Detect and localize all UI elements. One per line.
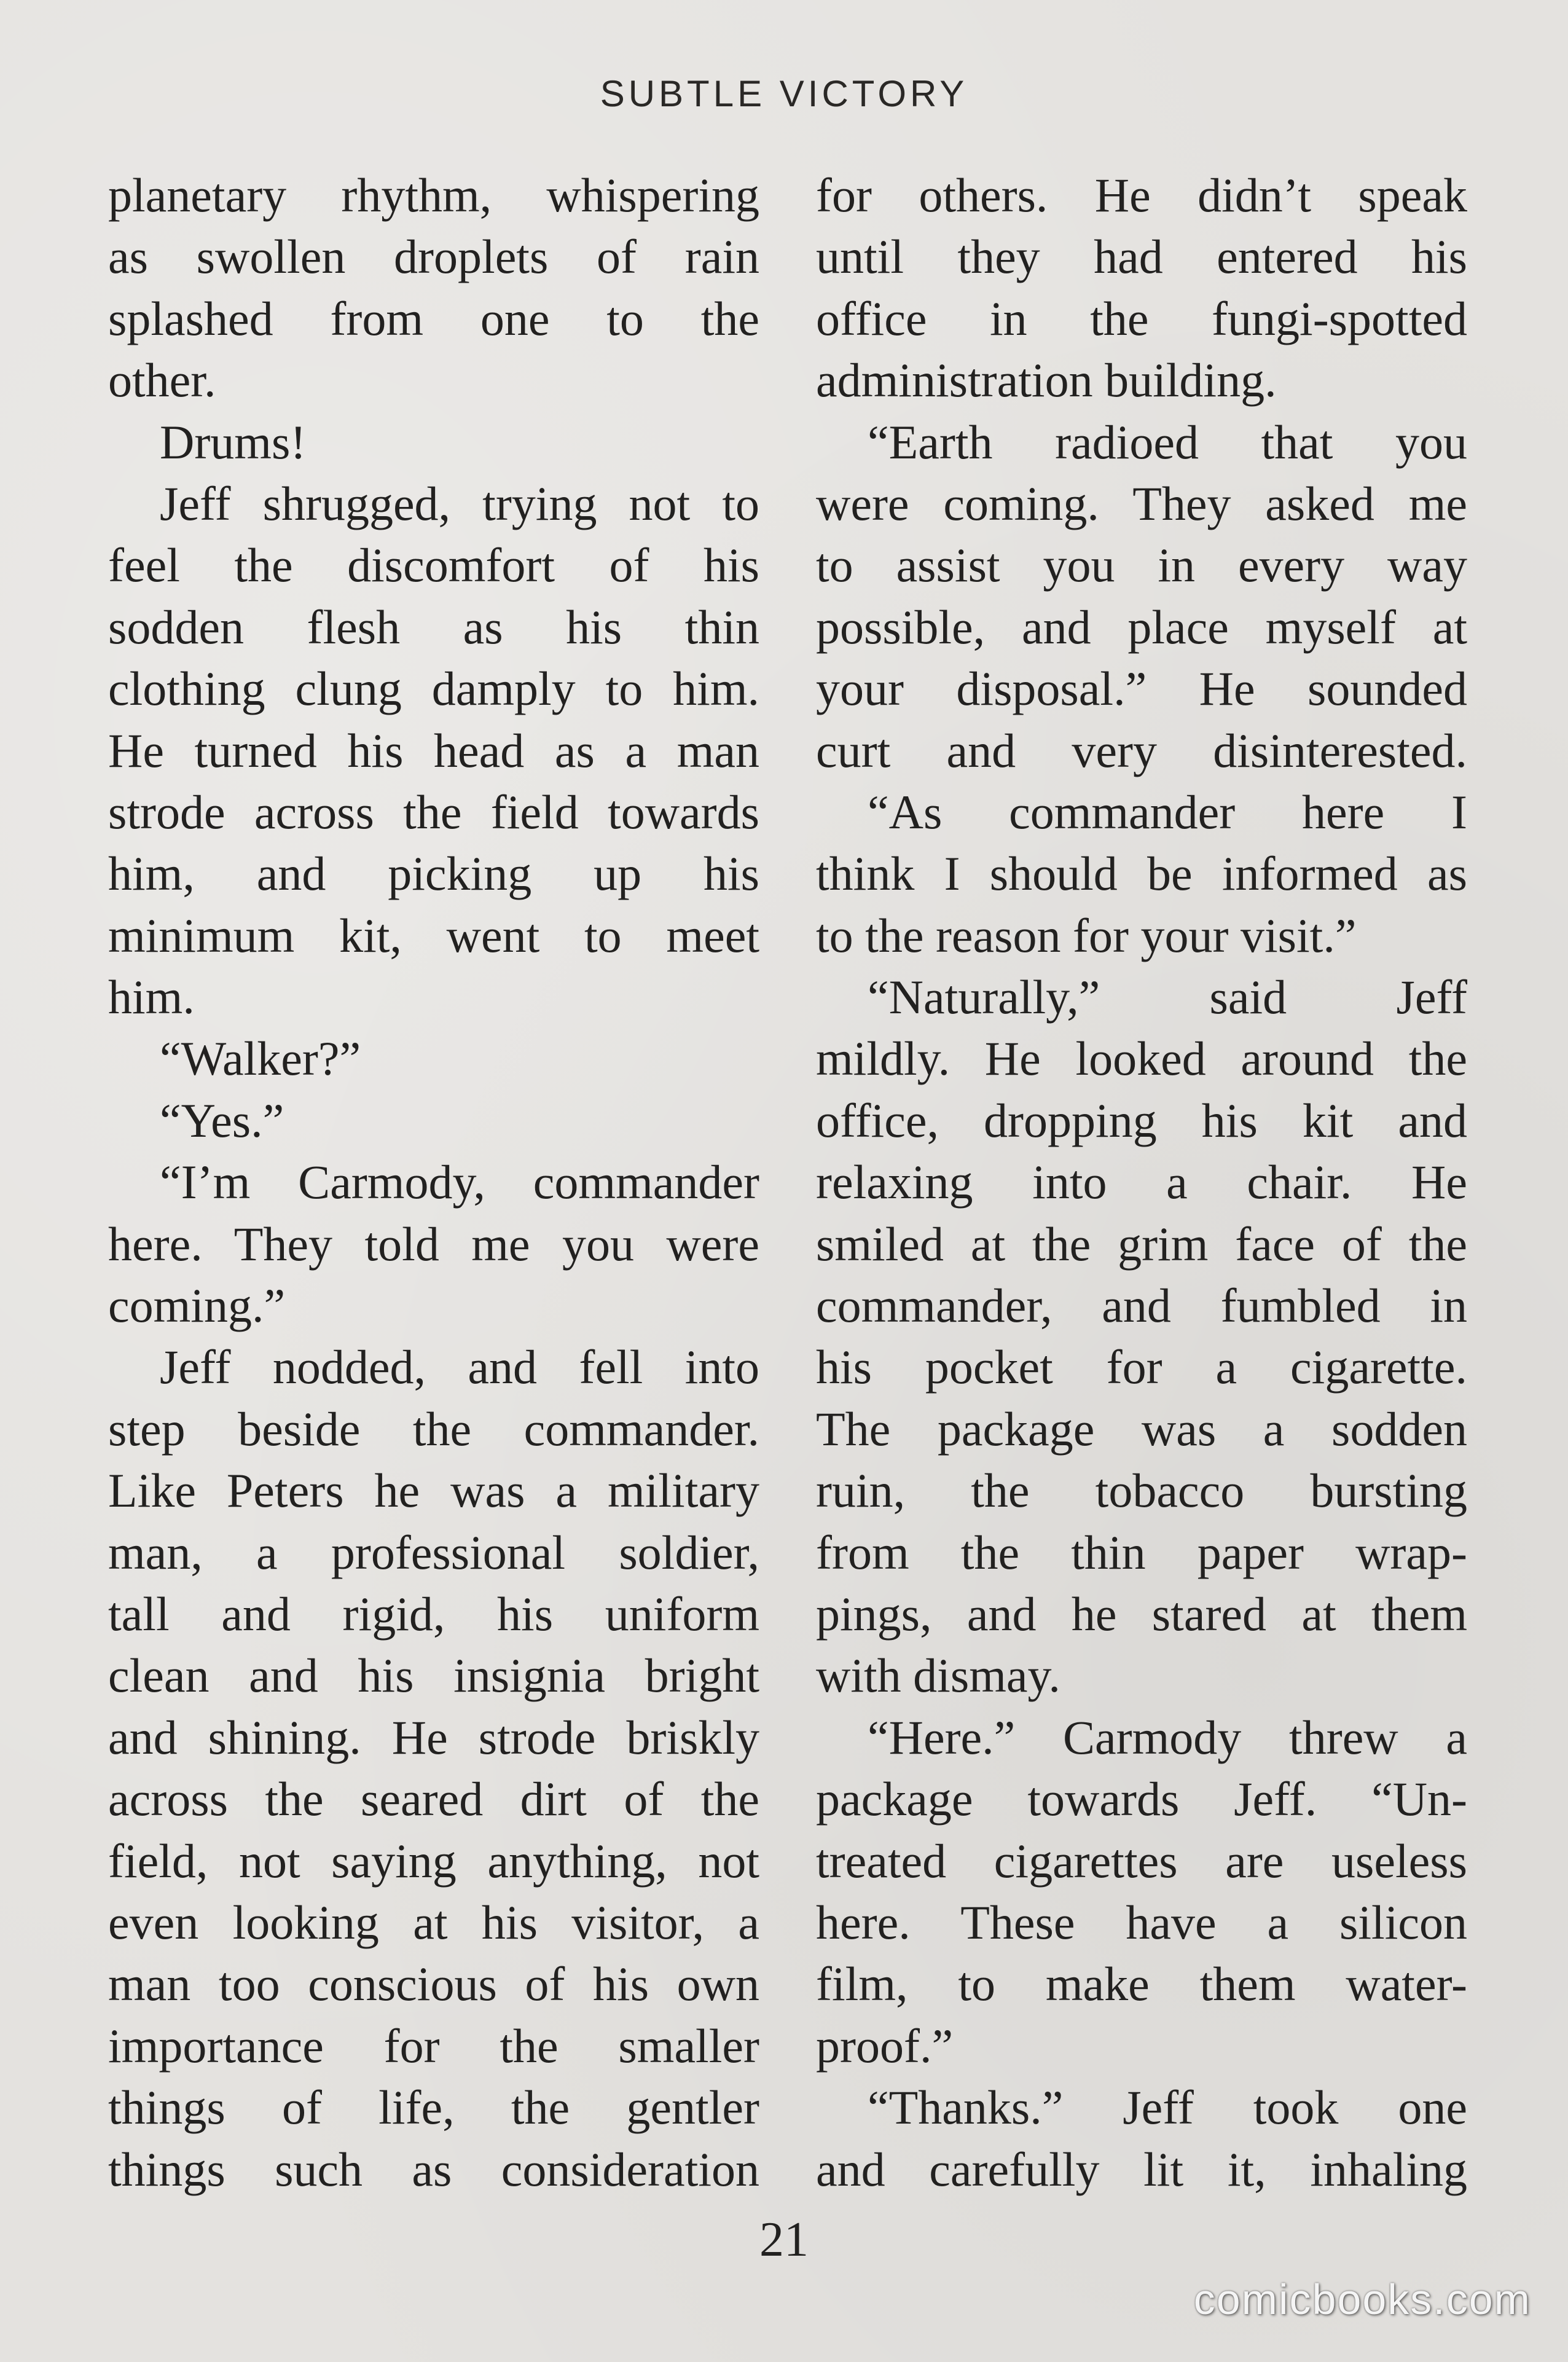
text-line: “Thanks.” Jeff took one xyxy=(868,2081,1467,2135)
text-line: Like Peters he was a military xyxy=(108,1464,759,1518)
text-line: office in the fungi-spotted xyxy=(816,291,1467,345)
text-line: field, not saying anything, not xyxy=(108,1834,759,1888)
text-line: until they had entered his xyxy=(816,230,1467,284)
watermark-logo: comicbooks.com xyxy=(1193,2275,1531,2323)
text-line: here. They told me you were xyxy=(108,1217,759,1271)
text-line: smiled at the grim face of the xyxy=(816,1217,1467,1271)
text-line: package towards Jeff. “Un- xyxy=(816,1772,1467,1826)
text-line: for others. He didn’t speak xyxy=(816,168,1467,222)
text-line: “Here.” Carmody threw a xyxy=(868,1710,1467,1764)
text-line: sodden flesh as his thin xyxy=(108,600,759,654)
text-line: planetary rhythm, whispering xyxy=(108,168,759,222)
text-line: strode across the field towards xyxy=(108,785,759,839)
text-line: step beside the commander. xyxy=(108,1402,759,1456)
text-line: and carefully lit it, inhaling xyxy=(816,2142,1467,2196)
text-line: things of life, the gentler xyxy=(108,2081,759,2135)
text-line: “As commander here I xyxy=(868,785,1467,839)
text-line: The package was a sodden xyxy=(816,1402,1467,1456)
text-line: proof.” xyxy=(816,2019,954,2073)
text-line: were coming. They asked me xyxy=(816,476,1467,530)
text-line: man too conscious of his own xyxy=(108,1957,759,2011)
text-line: and shining. He strode briskly xyxy=(108,1710,759,1764)
text-line: Jeff shrugged, trying not to xyxy=(160,476,759,530)
text-line: clean and his insignia bright xyxy=(108,1649,759,1703)
text-line: even looking at his visitor, a xyxy=(108,1895,759,1949)
text-line: importance for the smaller xyxy=(108,2019,759,2073)
text-line: to the reason for your visit.” xyxy=(816,908,1357,962)
text-line: man, a professional soldier, xyxy=(108,1525,759,1579)
text-line: clothing clung damply to him. xyxy=(108,662,759,716)
text-line: him. xyxy=(108,970,195,1024)
text-line: feel the discomfort of his xyxy=(108,538,759,592)
text-line: pings, and he stared at them xyxy=(816,1587,1467,1641)
text-line: other. xyxy=(108,353,216,407)
text-line: as swollen droplets of rain xyxy=(108,230,759,284)
text-line: with dismay. xyxy=(816,1649,1060,1703)
text-line: think I should be informed as xyxy=(816,847,1467,901)
text-line: possible, and place myself at xyxy=(816,600,1467,654)
text-line: his pocket for a cigarette. xyxy=(816,1340,1467,1394)
text-line: administration building. xyxy=(816,353,1277,407)
text-line: film, to make them water- xyxy=(816,1957,1467,2011)
text-line: coming.” xyxy=(108,1279,286,1333)
left-text-column xyxy=(108,165,759,2200)
text-line: commander, and fumbled in xyxy=(816,1279,1467,1333)
text-line: relaxing into a chair. He xyxy=(816,1155,1467,1209)
text-line: “Naturally,” said Jeff xyxy=(868,970,1467,1024)
text-line: him, and picking up his xyxy=(108,847,759,901)
text-line: splashed from one to the xyxy=(108,291,759,345)
text-line: “Earth radioed that you xyxy=(868,415,1467,469)
text-line: to assist you in every way xyxy=(816,538,1467,592)
text-line: your disposal.” He sounded xyxy=(816,662,1467,716)
text-line: He turned his head as a man xyxy=(108,723,759,777)
text-line: treated cigarettes are useless xyxy=(816,1834,1467,1888)
text-line: curt and very disinterested. xyxy=(816,723,1467,777)
text-line: from the thin paper wrap- xyxy=(816,1525,1467,1579)
text-line: Drums! xyxy=(160,415,307,469)
text-line: things such as consideration xyxy=(108,2142,759,2196)
text-line: here. These have a silicon xyxy=(816,1895,1467,1949)
text-line: minimum kit, went to meet xyxy=(108,908,759,962)
text-line: Jeff nodded, and fell into xyxy=(160,1340,759,1394)
page-number: 21 xyxy=(759,2213,809,2267)
text-line: across the seared dirt of the xyxy=(108,1772,759,1826)
text-line: tall and rigid, his uniform xyxy=(108,1587,759,1641)
text-line: mildly. He looked around the xyxy=(816,1032,1467,1086)
text-line: office, dropping his kit and xyxy=(816,1093,1467,1147)
text-line: “I’m Carmody, commander xyxy=(160,1155,759,1209)
running-head: SUBTLE VICTORY xyxy=(600,73,968,114)
text-line: “Walker?” xyxy=(160,1032,361,1086)
text-line: ruin, the tobacco bursting xyxy=(816,1464,1467,1518)
right-text-column xyxy=(816,165,1467,2200)
text-line: “Yes.” xyxy=(160,1093,284,1147)
